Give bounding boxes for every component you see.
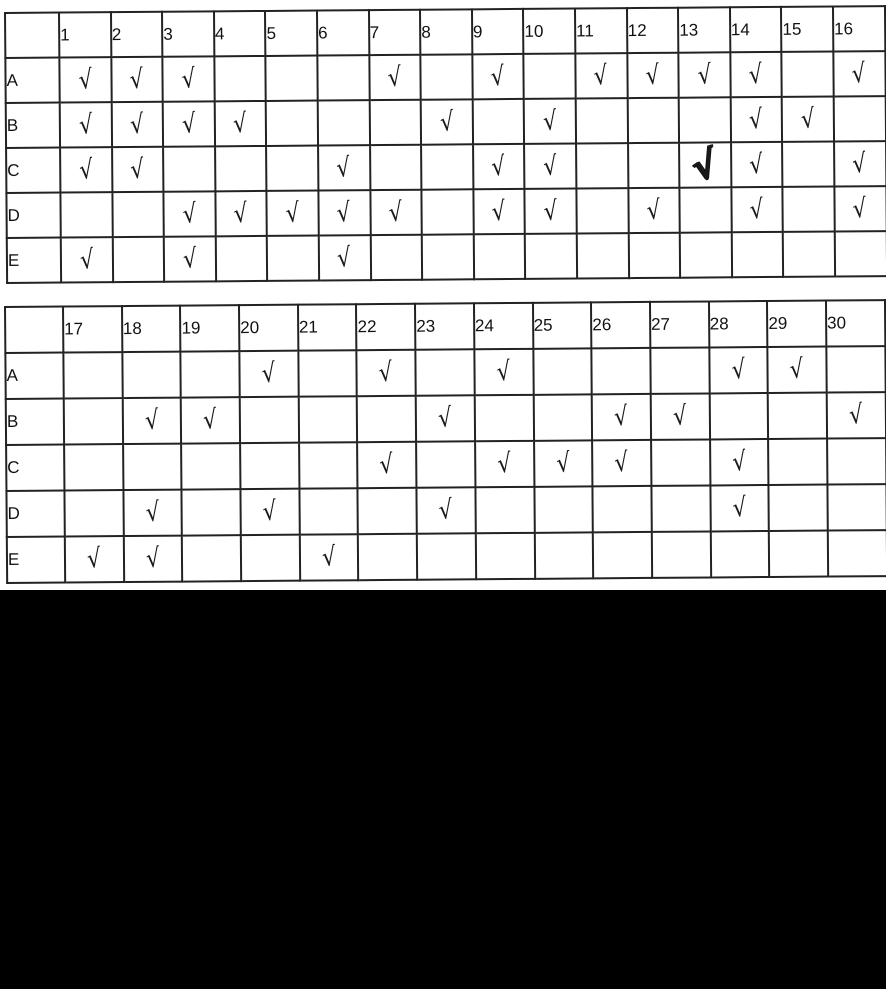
check-mark: √: [730, 492, 749, 524]
check-mark: √: [128, 108, 146, 141]
answer-cell: [592, 348, 651, 394]
check-mark: √: [76, 64, 95, 96]
check-mark: √: [232, 197, 250, 230]
check-mark: √: [231, 107, 250, 140]
check-mark: √: [695, 59, 714, 91]
check-mark: √: [730, 446, 748, 478]
check-mark: √: [335, 152, 353, 184]
question-number: 25: [532, 302, 591, 348]
answer-cell: [783, 231, 835, 276]
answer-cell: [318, 100, 370, 145]
answer-cell: [241, 489, 300, 535]
answer-cell: [628, 188, 680, 233]
answer-cell: [317, 55, 369, 100]
answer-cell: [369, 55, 421, 100]
answer-cell: [476, 533, 535, 579]
check-mark: √: [613, 447, 631, 479]
answer-cell: [783, 186, 835, 231]
answer-cell: [357, 350, 416, 396]
option-letter: D: [6, 193, 60, 238]
answer-cell: [60, 147, 112, 192]
answer-cell: [709, 393, 768, 439]
answer-cell: [473, 144, 525, 189]
answer-cell: [61, 237, 113, 282]
answer-cell: [63, 352, 122, 398]
answer-cell: [319, 235, 371, 280]
question-number: 4: [214, 11, 266, 56]
answer-cell: [834, 186, 886, 231]
question-number: 21: [298, 304, 357, 350]
answer-cell: [834, 141, 886, 186]
answer-cell: [318, 145, 370, 190]
answer-cell: [475, 441, 534, 487]
check-mark: √: [612, 401, 631, 433]
answer-cell: [769, 485, 828, 531]
check-mark: √: [386, 61, 404, 94]
answer-cell: [627, 98, 679, 143]
answer-cell: [577, 233, 629, 278]
answer-cell: [370, 190, 422, 235]
header-row: [5, 300, 885, 353]
answer-cell: [710, 485, 769, 531]
answer-cell: [679, 139, 731, 190]
question-number: 19: [180, 305, 239, 351]
answer-cell: [299, 488, 358, 534]
answer-cell: [533, 394, 592, 440]
question-number: 5: [265, 11, 317, 56]
check-mark: √: [336, 242, 354, 274]
answer-cell: [267, 236, 319, 281]
question-number: 30: [826, 300, 885, 346]
answer-cell: [575, 53, 627, 98]
answer-cell: [472, 54, 524, 99]
check-mark: √: [179, 63, 198, 95]
answer-cell: [730, 97, 782, 142]
answer-cell: [592, 394, 651, 440]
check-mark: √: [847, 399, 865, 432]
answer-cell: [576, 98, 628, 143]
check-mark: √: [180, 198, 199, 230]
question-number: 7: [369, 10, 421, 55]
answer-cell: [782, 96, 834, 141]
answer-cell: [417, 533, 476, 579]
question-number: 1: [59, 12, 111, 57]
answer-cell: [318, 190, 370, 235]
check-mark: √: [201, 404, 220, 437]
question-number: 18: [122, 306, 181, 352]
answer-cell: [122, 398, 181, 444]
answer-cell: [731, 142, 783, 187]
check-mark: √: [644, 59, 662, 92]
option-row: [5, 51, 885, 103]
answer-cell: [64, 444, 123, 490]
answer-cell: [215, 146, 267, 191]
answer-cell: [163, 56, 215, 101]
answer-cell: [782, 51, 834, 96]
check-mark: √: [261, 496, 279, 528]
answer-cell: [163, 101, 215, 146]
check-mark: √: [320, 541, 338, 574]
answer-cell: [475, 395, 534, 441]
answer-cell: [525, 189, 577, 234]
answer-cell: [828, 530, 886, 576]
answer-cell: [267, 191, 319, 236]
answer-cell: [182, 535, 241, 581]
option-letter: A: [5, 353, 63, 399]
question-number: 9: [472, 9, 524, 54]
answer-cell: [112, 192, 164, 237]
check-mark: √: [671, 400, 689, 433]
option-row: [6, 392, 886, 445]
check-mark: √: [729, 354, 748, 386]
answer-cell: [524, 144, 576, 189]
answer-cell: [416, 441, 475, 487]
check-mark: √: [260, 358, 278, 390]
answer-cell: [241, 535, 300, 581]
check-mark: √: [542, 195, 560, 227]
answer-cell: [300, 534, 359, 580]
answer-cell: [358, 488, 417, 534]
answer-cell: [533, 348, 592, 394]
answer-cell: [710, 531, 769, 577]
answer-cell: [358, 534, 417, 580]
question-number: 22: [356, 304, 415, 350]
answer-cell: [768, 393, 827, 439]
option-row: [6, 96, 886, 148]
check-mark: √: [143, 497, 162, 529]
answer-cell: [421, 144, 473, 189]
answer-cell: [164, 236, 216, 281]
check-mark: √: [851, 193, 869, 225]
answer-cell: [122, 352, 181, 398]
answer-cell: [534, 440, 593, 486]
answer-cell: [369, 100, 421, 145]
check-mark: √: [850, 58, 868, 90]
answer-cell: [60, 102, 112, 147]
answer-cell: [768, 347, 827, 393]
check-mark: √: [494, 356, 513, 388]
check-mark: √: [335, 197, 354, 229]
answer-cell: [163, 146, 215, 191]
answer-cell: [628, 143, 680, 188]
answer-cell: [112, 147, 164, 192]
check-mark: √: [851, 148, 869, 180]
answer-cell: [417, 487, 476, 533]
answer-cell: [123, 490, 182, 536]
answer-cell: [827, 484, 886, 530]
answer-cell: [370, 145, 422, 190]
check-mark: √: [78, 244, 96, 276]
answer-cell: [525, 234, 577, 279]
check-mark: √: [77, 154, 95, 186]
answer-cell: [534, 486, 593, 532]
answer-cell: [415, 349, 474, 395]
check-mark: √: [436, 402, 455, 435]
answer-cell: [123, 536, 182, 582]
answer-cell: [266, 146, 318, 191]
answer-cell: [680, 232, 732, 277]
question-number: 14: [730, 7, 782, 52]
question-number: 20: [239, 305, 298, 351]
answer-cell: [181, 397, 240, 443]
answer-cell: [835, 231, 886, 276]
question-number: 17: [63, 306, 122, 352]
answer-cell: [64, 490, 123, 536]
question-number: 26: [591, 302, 650, 348]
answer-cell: [422, 189, 474, 234]
question-number: 24: [474, 303, 533, 349]
answer-cell: [651, 485, 710, 531]
answer-cell: [731, 232, 783, 277]
check-mark: √: [144, 543, 162, 575]
check-mark: √: [377, 357, 395, 389]
option-row: [7, 231, 886, 283]
check-mark: √: [438, 106, 456, 138]
answer-cell: [216, 236, 268, 281]
answer-cell: [215, 191, 267, 236]
check-mark: √: [748, 148, 766, 181]
answer-cell: [181, 443, 240, 489]
option-row: [6, 438, 886, 491]
check-mark: √: [748, 193, 766, 226]
question-number: 2: [111, 12, 163, 57]
answer-cell: [576, 143, 628, 188]
question-number: 12: [627, 8, 679, 53]
answer-cell: [680, 187, 732, 232]
answer-cell: [627, 53, 679, 98]
answer-cell: [299, 442, 358, 488]
check-mark: √: [378, 449, 396, 481]
answer-cell: [64, 398, 123, 444]
sheet-divider: [0, 290, 886, 294]
question-number: 6: [317, 10, 369, 55]
answer-cell: [298, 396, 357, 442]
answer-cell: [59, 57, 111, 102]
check-mark: √: [592, 60, 610, 92]
corner-cell: [5, 307, 63, 353]
header-row: [5, 6, 885, 58]
answer-cell: [592, 440, 651, 486]
answer-cell: [652, 531, 711, 577]
check-mark: √: [387, 196, 405, 229]
answer-cell: [111, 102, 163, 147]
answer-cell: [214, 56, 266, 101]
question-number: 11: [575, 8, 627, 53]
answer-cell: [182, 489, 241, 535]
question-number: 13: [678, 7, 730, 52]
check-mark: √: [495, 448, 514, 480]
answer-cell: [123, 444, 182, 490]
answer-cell: [357, 396, 416, 442]
option-letter: D: [6, 491, 64, 537]
option-row: [6, 484, 886, 537]
answer-cell: [474, 234, 526, 279]
answer-cell: [679, 97, 731, 142]
answer-cell: [112, 237, 164, 282]
question-number: 3: [162, 11, 214, 56]
option-letter: A: [5, 58, 59, 103]
check-mark: √: [788, 354, 806, 386]
check-mark: √: [489, 60, 507, 93]
answer-cell: [214, 101, 266, 146]
answer-cell: [60, 192, 112, 237]
answer-cell: [628, 233, 680, 278]
check-mark: √: [799, 103, 817, 135]
answer-cell: [651, 439, 710, 485]
check-mark: √: [541, 105, 559, 137]
answer-cell: [240, 397, 299, 443]
answer-cell: [710, 439, 769, 485]
answer-cell: [298, 350, 357, 396]
answer-cell: [421, 99, 473, 144]
answer-cell: [834, 96, 886, 141]
check-mark: √: [645, 194, 663, 227]
question-number: 28: [709, 301, 768, 347]
answer-cell: [731, 187, 783, 232]
answer-cell: [827, 438, 886, 484]
check-mark: √: [180, 108, 198, 140]
option-letter: E: [7, 238, 61, 283]
answer-cell: [266, 101, 318, 146]
answer-cell: [827, 392, 886, 438]
corner-cell: [5, 13, 59, 58]
answer-cell: [576, 188, 628, 233]
check-mark: √: [284, 197, 302, 229]
answer-cell: [768, 439, 827, 485]
answer-cell: [266, 56, 318, 101]
check-mark: √: [554, 447, 572, 480]
answer-cell: [593, 532, 652, 578]
answer-cell: [422, 234, 474, 279]
option-letter: E: [7, 537, 65, 583]
option-row: [7, 530, 886, 583]
check-mark: √: [686, 139, 724, 190]
answer-cell: [370, 235, 422, 280]
answer-cell: [730, 52, 782, 97]
answer-cell: [473, 189, 525, 234]
check-mark: √: [181, 243, 199, 275]
question-number: 27: [650, 301, 709, 347]
answer-cell: [65, 536, 124, 582]
check-mark: √: [437, 494, 455, 527]
answer-cell: [650, 347, 709, 393]
answer-cell: [709, 347, 768, 393]
question-number: 15: [781, 6, 833, 51]
answer-cell: [421, 54, 473, 99]
check-mark: √: [541, 150, 560, 182]
option-row: [5, 346, 885, 399]
question-number: 29: [767, 301, 826, 347]
answer-cell: [111, 57, 163, 102]
answer-cell: [358, 442, 417, 488]
answer-cell: [651, 393, 710, 439]
answer-cell: [181, 351, 240, 397]
answer-cell: [769, 531, 828, 577]
check-mark: √: [747, 103, 766, 136]
answer-cell: [593, 486, 652, 532]
answer-cell: [826, 346, 885, 392]
check-mark: √: [490, 195, 508, 228]
check-mark: √: [747, 58, 765, 91]
check-mark: √: [128, 63, 146, 96]
answer-cell: [782, 141, 834, 186]
answer-cell: [524, 99, 576, 144]
option-row: [6, 141, 886, 193]
question-number: 16: [833, 6, 885, 51]
answer-cell: [524, 54, 576, 99]
option-letter: C: [6, 445, 64, 491]
answer-cell: [474, 349, 533, 395]
question-number: 23: [415, 303, 474, 349]
answer-cell: [678, 52, 730, 97]
check-mark: √: [128, 153, 147, 186]
option-letter: B: [6, 103, 60, 148]
option-row: [6, 186, 886, 238]
check-mark: √: [85, 543, 104, 575]
check-mark: √: [143, 405, 161, 437]
answer-cell: [240, 443, 299, 489]
answer-cell: [833, 51, 885, 96]
answer-cell: [475, 487, 534, 533]
option-letter: C: [6, 148, 60, 193]
option-letter: B: [6, 399, 64, 445]
answer-cell: [164, 191, 216, 236]
answer-cell: [416, 395, 475, 441]
question-number: 10: [523, 9, 575, 54]
answer-grid-top: [4, 5, 886, 284]
answer-grid-bottom: [4, 299, 886, 584]
question-number: 8: [420, 9, 472, 54]
answer-cell: [472, 99, 524, 144]
check-mark: √: [490, 150, 508, 183]
answer-cell: [534, 532, 593, 578]
check-mark: √: [76, 109, 95, 141]
answer-cell: [239, 351, 298, 397]
